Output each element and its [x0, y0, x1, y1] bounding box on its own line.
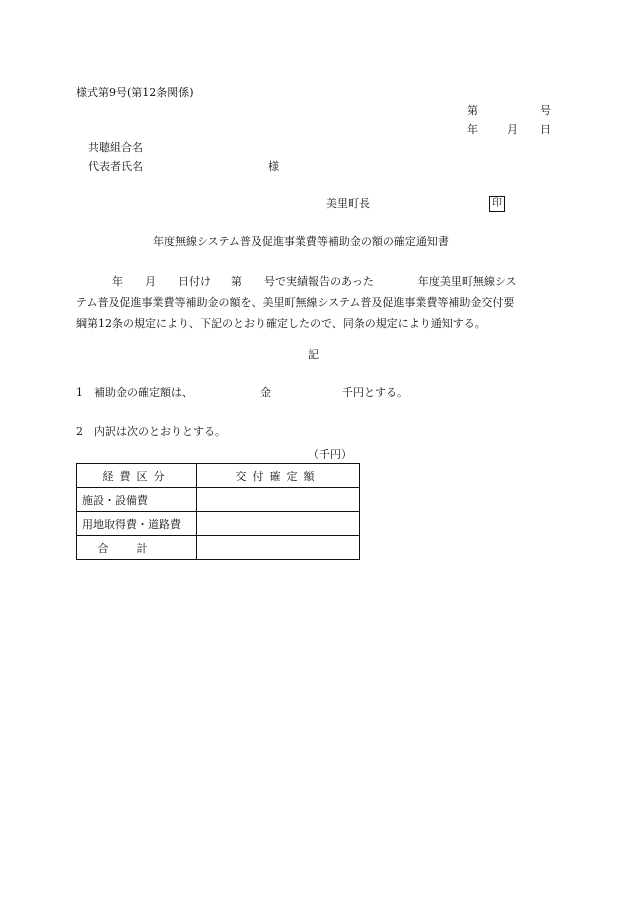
body-line-3: 綱第12条の規定により、下記のとおり確定したので、同条の規定により通知する。 [76, 317, 486, 330]
unit-label: （千円） [308, 448, 352, 461]
body-line-2: テム普及促進事業費等補助金の額を、美里町無線システム普及促進事業費等補助金交付要 [76, 296, 515, 309]
date-year: 年 [467, 123, 478, 136]
ki-mark: 記 [308, 348, 319, 361]
body-no: 第 [231, 275, 242, 288]
body-date: 日付け [178, 275, 211, 288]
issuer-title: 美里町長 [326, 197, 370, 210]
body-tail: 年度美里町無線シス [417, 275, 517, 288]
item-2-text: 2 内訳は次のとおりとする。 [76, 425, 226, 438]
header-category: 経費区分 [77, 464, 197, 488]
header-amount: 交付確定額 [197, 464, 360, 488]
table-header-row [77, 464, 360, 488]
row-value [197, 536, 360, 560]
honorific: 様 [268, 160, 279, 173]
rep-name-label: 代表者氏名 [88, 160, 143, 173]
form-number: 様式第9号(第12条関係) [76, 86, 194, 99]
row-label: 用地取得費・道路費 [77, 512, 197, 536]
date-month: 月 [507, 123, 518, 136]
row-value [197, 488, 360, 512]
breakdown-table [76, 463, 360, 560]
table-row [77, 512, 360, 536]
item-1-tail: 千円とする。 [342, 386, 408, 399]
row-label-total: 合計 [77, 536, 197, 560]
date-day: 日 [540, 123, 551, 136]
body-report: 号で実績報告のあった [264, 275, 374, 288]
seal-stamp: 印 [489, 196, 505, 212]
item-1-text: 1 補助金の確定額は、 [76, 386, 193, 399]
item-1-kin: 金 [260, 386, 271, 399]
table-row [77, 536, 360, 560]
document-title: 年度無線システム普及促進事業費等補助金の額の確定通知書 [153, 235, 449, 248]
body-month: 月 [145, 275, 156, 288]
union-name-label: 共聴組合名 [88, 141, 143, 154]
body-line-1 [76, 271, 554, 292]
row-label: 施設・設備費 [77, 488, 197, 512]
body-year: 年 [112, 275, 123, 288]
body-paragraph [76, 271, 554, 334]
row-value [197, 512, 360, 536]
doc-number-suffix: 号 [540, 104, 551, 117]
doc-number-prefix: 第 [467, 104, 478, 117]
table-row [77, 488, 360, 512]
